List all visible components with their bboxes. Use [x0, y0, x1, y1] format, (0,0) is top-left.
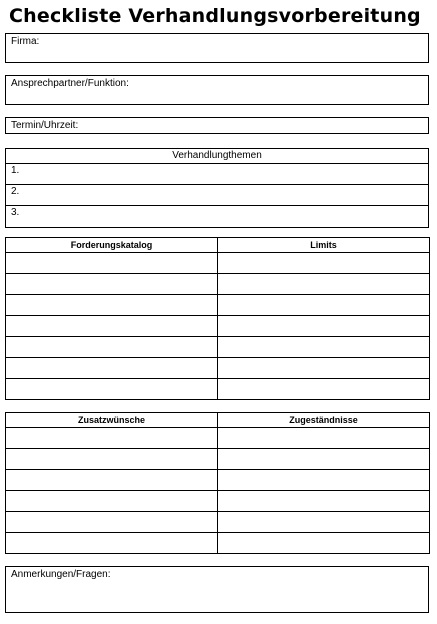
- limit-cell[interactable]: [218, 295, 430, 316]
- forderung-cell[interactable]: [6, 358, 218, 379]
- forderung-cell[interactable]: [6, 379, 218, 400]
- zugestaendnis-cell[interactable]: [218, 449, 430, 470]
- limit-cell[interactable]: [218, 274, 430, 295]
- topic-row-1[interactable]: 1.: [6, 164, 428, 185]
- firma-field[interactable]: [5, 33, 429, 63]
- anmerkungen-field[interactable]: [5, 566, 429, 613]
- termin-field[interactable]: [5, 117, 429, 134]
- forderung-cell[interactable]: [6, 274, 218, 295]
- table-row: [6, 316, 430, 337]
- zusatzwunsch-cell[interactable]: [6, 470, 218, 491]
- forderung-cell[interactable]: [6, 295, 218, 316]
- zusatzwunsch-cell[interactable]: [6, 428, 218, 449]
- zugestaendnis-cell[interactable]: [218, 533, 430, 554]
- table-row: [6, 470, 430, 491]
- zugestaendnis-cell[interactable]: [218, 491, 430, 512]
- table-row: [6, 512, 430, 533]
- forderungskatalog-table: [5, 237, 430, 400]
- limit-cell[interactable]: [218, 253, 430, 274]
- zusatzwunsch-cell[interactable]: [6, 512, 218, 533]
- forderung-cell[interactable]: [6, 337, 218, 358]
- forderung-cell[interactable]: [6, 253, 218, 274]
- table-row: [6, 428, 430, 449]
- zugestaendnis-cell[interactable]: [218, 512, 430, 533]
- topics-header: Verhandlungthemen: [6, 149, 428, 164]
- table-row: [6, 449, 430, 470]
- table-row: [6, 358, 430, 379]
- topics-table: [5, 148, 429, 228]
- zusatzwunsch-cell[interactable]: [6, 491, 218, 512]
- forderungskatalog-header: Forderungskatalog: [6, 238, 218, 253]
- page-title: Checkliste Verhandlungsvorbereitung: [9, 5, 421, 27]
- limit-cell[interactable]: [218, 316, 430, 337]
- zusatzwunsch-cell[interactable]: [6, 449, 218, 470]
- table-header-row: [6, 238, 430, 253]
- zusatzwunsch-cell[interactable]: [6, 533, 218, 554]
- anmerkungen-label: Anmerkungen/Fragen:: [11, 569, 111, 580]
- table-row: [6, 491, 430, 512]
- limit-cell[interactable]: [218, 337, 430, 358]
- zusatzwuensche-table: [5, 412, 430, 554]
- zugestaendnis-cell[interactable]: [218, 470, 430, 491]
- zugestaendnis-cell[interactable]: [218, 428, 430, 449]
- ansprechpartner-field[interactable]: [5, 75, 429, 105]
- limits-header: Limits: [218, 238, 430, 253]
- table-row: [6, 379, 430, 400]
- topic-row-2[interactable]: 2.: [6, 185, 428, 206]
- ansprechpartner-label: Ansprechpartner/Funktion:: [11, 78, 129, 89]
- table-row: [6, 274, 430, 295]
- zusatzwuensche-header: Zusatzwünsche: [6, 413, 218, 428]
- topic-row-3[interactable]: 3.: [11, 207, 20, 218]
- table-header-row: [6, 413, 430, 428]
- zugestaendnisse-header: Zugeständnisse: [218, 413, 430, 428]
- table-row: [6, 253, 430, 274]
- table-row: [6, 337, 430, 358]
- limit-cell[interactable]: [218, 358, 430, 379]
- table-row: [6, 295, 430, 316]
- firma-label: Firma:: [11, 36, 40, 47]
- table-row: [6, 533, 430, 554]
- termin-label: Termin/Uhrzeit:: [11, 120, 79, 131]
- limit-cell[interactable]: [218, 379, 430, 400]
- forderung-cell[interactable]: [6, 316, 218, 337]
